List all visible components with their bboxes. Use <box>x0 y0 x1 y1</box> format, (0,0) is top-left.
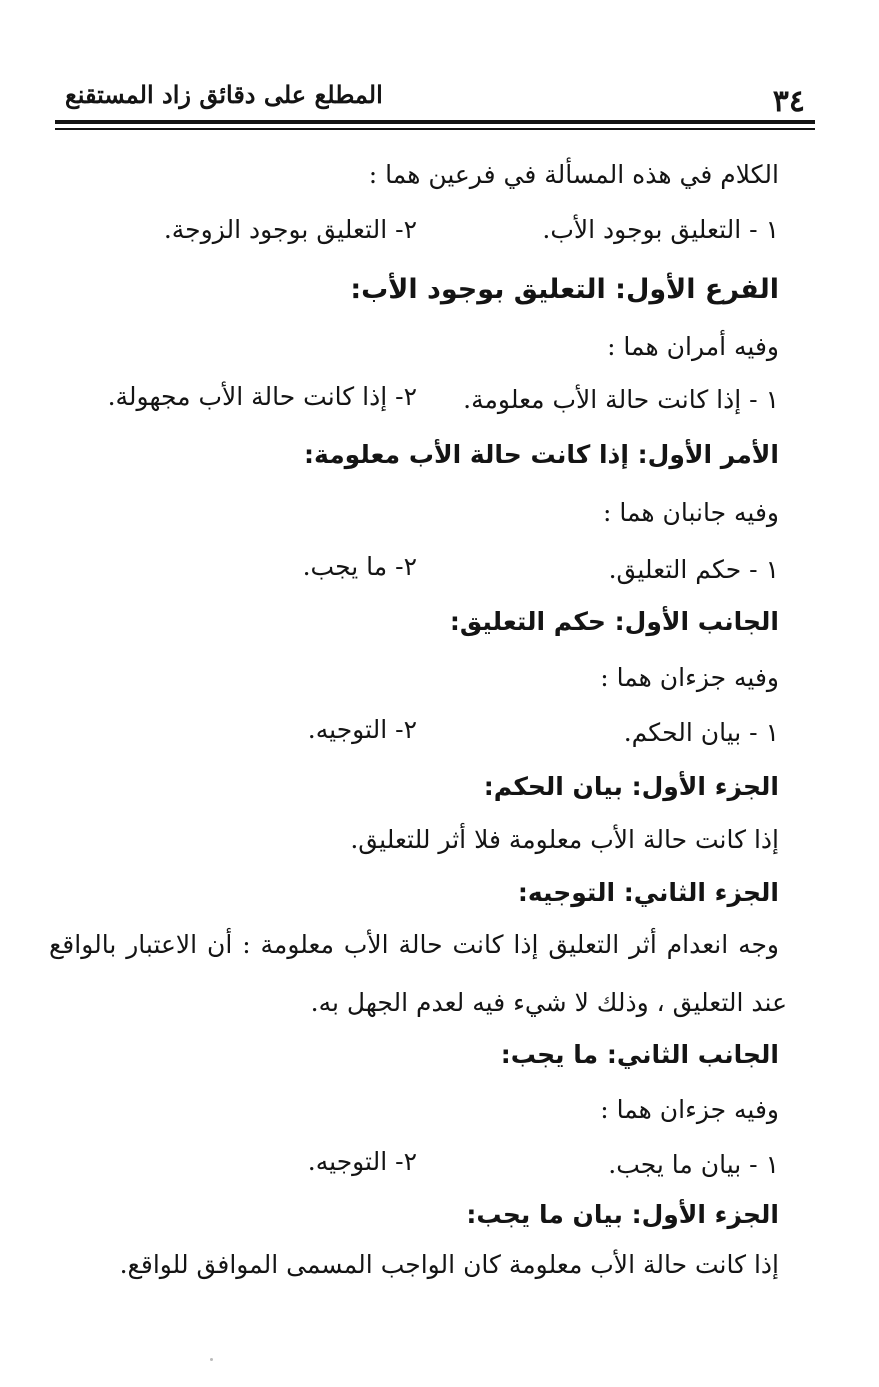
scan-speck <box>210 1358 213 1361</box>
matter-list-item-2: ٢- إذا كانت حالة الأب مجهولة. <box>107 382 417 411</box>
page-header <box>55 70 815 130</box>
parts2-list-item-1: ١ - بيان ما يجب. <box>608 1150 779 1179</box>
intro-text: الكلام في هذه المسألة في فرعين هما : <box>368 160 779 189</box>
page-number: ٣٤ <box>772 84 805 119</box>
parts1-list-item-1: ١ - بيان الحكم. <box>623 718 779 747</box>
matter-list-item-1: ١ - إذا كانت حالة الأب معلومة. <box>463 385 779 414</box>
side1-heading: الجانب الأول: حكم التعليق: <box>449 607 779 636</box>
part2-text-line1: وجه انعدام أثر التعليق إذا كانت حالة الأب معلومة : أن الاعتبار بالواقع <box>49 930 779 959</box>
two-parts-intro-1: وفيه جزءان هما : <box>600 663 779 692</box>
part1b-heading: الجزء الأول: بيان ما يجب: <box>466 1200 779 1229</box>
matter1-heading: الأمر الأول: إذا كانت حالة الأب معلومة: <box>304 440 779 469</box>
header-rule-thin <box>55 128 815 130</box>
two-parts-intro-2: وفيه جزءان هما : <box>600 1095 779 1124</box>
side-list-item-1: ١ - حكم التعليق. <box>608 555 779 584</box>
side-list-item-2: ٢- ما يجب. <box>302 552 417 581</box>
part1-text: إذا كانت حالة الأب معلومة فلا أثر للتعليق. <box>350 825 779 854</box>
two-matters-intro: وفيه أمران هما : <box>607 332 779 361</box>
header-rule-thick <box>55 120 815 124</box>
parts1-list-item-2: ٢- التوجيه. <box>307 715 417 744</box>
branch-list-item-1: ١ - التعليق بوجود الأب. <box>542 215 779 244</box>
part2-text-line2: عند التعليق ، وذلك لا شيء فيه لعدم الجهل به. <box>310 988 787 1017</box>
branch1-heading: الفرع الأول: التعليق بوجود الأب: <box>350 274 779 305</box>
part1b-text: إذا كانت حالة الأب معلومة كان الواجب المسمى الموافق للواقع. <box>119 1250 779 1279</box>
part1-heading: الجزء الأول: بيان الحكم: <box>483 772 779 801</box>
side2-heading: الجانب الثاني: ما يجب: <box>500 1040 779 1069</box>
book-title: المطلع على دقائق زاد المستقنع <box>65 80 383 109</box>
parts2-list-item-2: ٢- التوجيه. <box>307 1147 417 1176</box>
part2-heading: الجزء الثاني: التوجيه: <box>517 878 779 907</box>
branch-list-item-2: ٢- التعليق بوجود الزوجة. <box>163 215 417 244</box>
two-sides-intro: وفيه جانبان هما : <box>602 498 779 527</box>
